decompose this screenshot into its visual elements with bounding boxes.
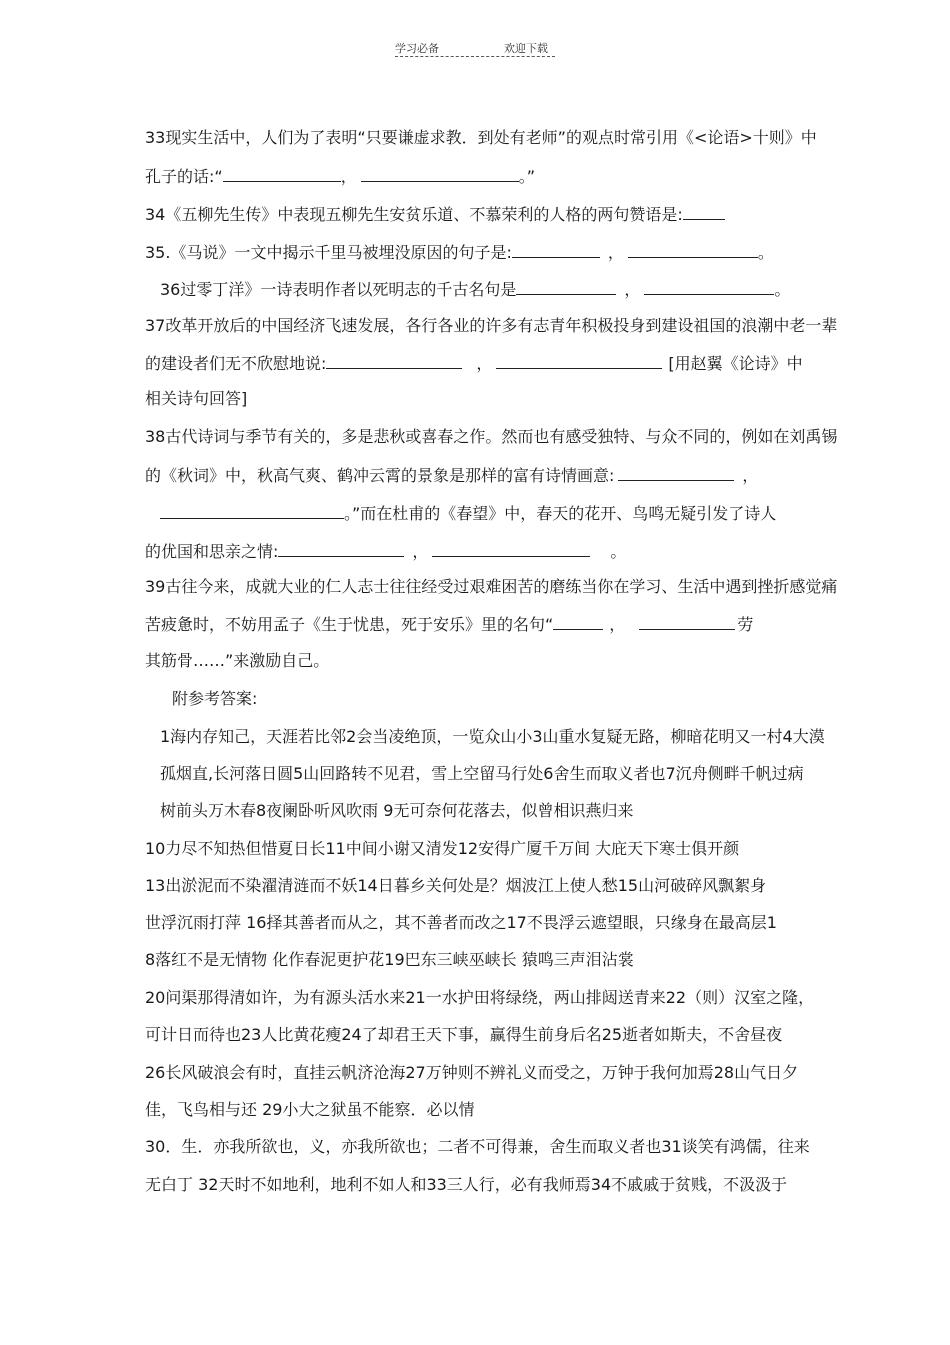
q38-line1: 38古代诗词与季节有关的，多是悲秋或喜春之作。然而也有感受独特、与众不同的，例如在刘禹锡 (145, 427, 838, 446)
q38-blank-1 (618, 463, 734, 481)
answer-line: 20问渠那得清如许，为有源头活水来21一水护田将绿绕，两山排闼送青来22（则）汉室之隆， (145, 988, 815, 1007)
q37-blank-2 (496, 351, 662, 369)
q36-line (160, 277, 790, 301)
q39-blank-1 (553, 612, 603, 630)
q38-separator: ， (742, 466, 759, 485)
q35-end: 。 (757, 243, 774, 262)
q38-blank-4 (432, 539, 590, 557)
answer-line: 13出淤泥而不染濯清涟而不妖14日暮乡关何处是？烟波江上使人愁15山河破碎风飘絮身 (145, 876, 767, 895)
answer-line: 孤烟直,长河落日圆5山回路转不见君，雪上空留马行处6舍生而取义者也7沉舟侧畔千帆过病 (160, 764, 804, 783)
q33-line2 (145, 164, 535, 188)
q38-line2 (145, 463, 758, 487)
q33-end: 。” (518, 167, 535, 186)
answers-title: 附参考答案: (172, 689, 258, 708)
answer-line: 8落红不是无情物 化作春泥更护花19巴东三峡巫峡长 猿鸣三声泪沾裳 (145, 950, 634, 969)
q35-blank-2 (628, 240, 758, 258)
q35-text: 35.《马说》一文中揭示千里马被埋没原因的句子是: (145, 243, 512, 262)
q39-blank-2 (639, 612, 735, 630)
q39-separator: ， (609, 615, 626, 634)
q33-blank-1 (223, 164, 341, 182)
answer-line: 26长风破浪会有时，直挂云帆济沧海27万钟则不辨礼义而受之，万钟于我何加焉28山气日夕 (145, 1063, 799, 1082)
q34-text: 34《五柳先生传》中表现五柳先生安贫乐道、不慕荣利的人格的两句赞语是: (145, 205, 683, 224)
q39-line3: 其筋骨……”来激励自己。 (145, 651, 330, 670)
q37-line3: 相关诗句回答] (145, 389, 248, 408)
q39-line2 (145, 612, 753, 636)
q34-line (145, 202, 725, 226)
q38-line4-text: 的优国和思亲之情: (145, 542, 279, 561)
q38-line3-text: 。”而在杜甫的《春望》中，春天的花开、鸟鸣无疑引发了诗人 (344, 504, 777, 523)
q38-blank-2 (160, 501, 344, 519)
q35-separator: ， (607, 243, 624, 262)
q33-line1: 33现实生活中，人们为了表明“只要谦虚求教．到处有老师”的观点时常引用《<论语>十则》中 (145, 128, 817, 147)
q39-line2-end: 劳 (737, 615, 754, 634)
q37-blank-1 (326, 351, 462, 369)
q36-blank-2 (644, 277, 774, 295)
q37-note: [用赵翼《论诗》中 (668, 354, 803, 373)
q38-separator-2: ， (412, 542, 429, 561)
q36-blank-1 (516, 277, 616, 295)
q38-end: 。 (610, 542, 627, 561)
q35-blank-1 (512, 240, 600, 258)
answer-line: 佳，飞鸟相与还 29小大之狱虽不能察．必以情 (145, 1100, 475, 1119)
header-left-text: 学习必备 (395, 42, 439, 55)
q37-line2 (145, 351, 803, 375)
q36-text: 36过零丁洋》一诗表明作者以死明志的千古名句是 (160, 280, 517, 299)
q39-line2-text: 苦疲惫时，不妨用孟子《生于忧患，死于安乐》里的名句“ (145, 615, 554, 634)
answer-line: 1海内存知己，天涯若比邻2会当凌绝顶，一览众山小3山重水复疑无路，柳暗花明又一村4大漠 (160, 727, 825, 746)
header-rule (395, 56, 555, 57)
q33-blank-2 (361, 164, 519, 182)
answer-line: 树前头万木春8夜阑卧听风吹雨 9无可奈何花落去，似曾相识燕归来 (160, 801, 634, 820)
q33-prefix: 孔子的话:“ (145, 167, 223, 186)
answer-line: 30．生．亦我所欲也，义，亦我所欲也；二者不可得兼，舍生而取义者也31谈笑有鸿儒，往来 (145, 1137, 810, 1156)
answer-line: 可计日而待也23人比黄花瘦24了却君王天下事，赢得生前身后名25逝者如斯夫，不舍昼夜 (145, 1025, 783, 1044)
q36-end: 。 (774, 280, 791, 299)
q39-line1: 39古往今来，成就大业的仁人志士往往经受过艰难困苦的磨练当你在学习、生活中遇到挫折感觉痛 (145, 577, 838, 596)
q36-separator: ， (624, 280, 641, 299)
q38-line3 (160, 501, 776, 525)
q38-line2-text: 的《秋词》中，秋高气爽、鹤冲云霄的景象是那样的富有诗情画意: (145, 466, 615, 485)
q33-separator: ， (340, 167, 357, 186)
q38-blank-3 (278, 539, 404, 557)
q34-blank (683, 202, 725, 220)
q35-line (145, 240, 774, 264)
answer-line: 世浮沉雨打萍 16择其善者而从之，其不善者而改之17不畏浮云遮望眼，只缘身在最高层1 (145, 913, 777, 932)
header-right-text: 欢迎下载 (504, 42, 548, 55)
page-header (395, 40, 555, 60)
q37-prefix: 的建设者们无不欣慰地说: (145, 354, 327, 373)
answer-line: 10力尽不知热但惜夏日长11中间小谢又清发12安得广厦千万间 大庇天下寒士俱开颜 (145, 839, 740, 858)
answer-line: 无白丁 32天时不如地利，地利不如人和33三人行，必有我师焉34不戚戚于贫贱，不汲汲于 (145, 1175, 788, 1194)
q37-line1: 37改革开放后的中国经济飞速发展，各行各业的许多有志青年积极投身到建设祖国的浪潮中老一辈 (145, 316, 838, 335)
q37-separator: ， (476, 354, 493, 373)
q38-line4 (145, 539, 626, 563)
